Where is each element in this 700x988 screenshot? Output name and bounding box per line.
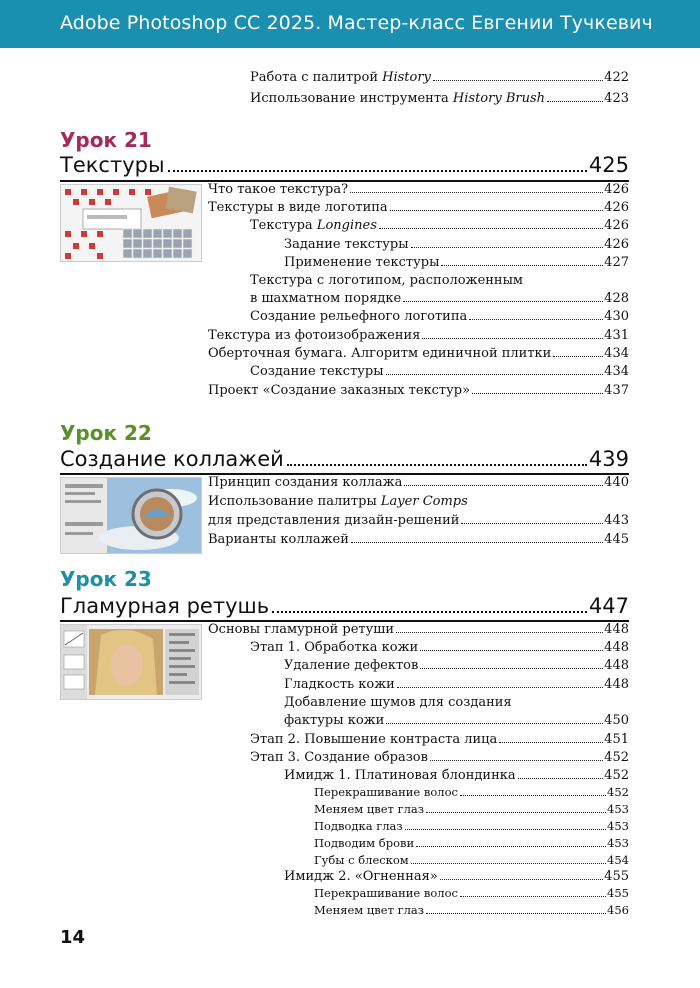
leader-dots [403, 301, 603, 302]
leader-dots [405, 829, 606, 830]
entry-title-part: Работа с палитрой [250, 70, 383, 85]
entry-page: 448 [604, 622, 629, 637]
toc-entry[interactable] [284, 657, 629, 674]
leader-dots [469, 319, 603, 320]
toc-entry[interactable] [250, 272, 629, 289]
entry-title-part: Проект «Создание заказных текстур» [208, 383, 471, 398]
entry-title [208, 474, 402, 491]
entry-title-part: Создание рельефного логотипа [250, 309, 468, 324]
entry-title-part: Этап 1. Обработка кожи [250, 640, 419, 655]
entry-title-part: Текстура из фотоизображения [208, 328, 421, 343]
entry-page: 453 [607, 802, 629, 816]
entry-page: 434 [604, 346, 629, 361]
entry-page: 453 [607, 836, 629, 850]
toc-entry[interactable] [314, 801, 629, 818]
toc-entry[interactable] [284, 236, 629, 253]
entry-title [208, 512, 459, 529]
entry-title-part: Применение текстуры [284, 255, 440, 270]
entry-page: 431 [604, 328, 629, 343]
entry-title-part: Меняем цвет глаз [314, 802, 425, 816]
leader-dots [441, 265, 603, 266]
entry-title-part: Основы гламурной ретуши [208, 622, 395, 637]
entry-title-part: Оберточная бумага. Алгоритм единичной плитки [208, 346, 552, 361]
entry-title-part: Текстуры в виде логотипа [208, 200, 388, 215]
entry-page: 427 [604, 255, 629, 270]
toc-entry[interactable] [250, 363, 629, 380]
entry-title-italic: History [382, 70, 431, 85]
entry-title [250, 217, 377, 234]
toc-entry[interactable] [314, 852, 629, 869]
entry-title [250, 69, 431, 86]
toc-entry[interactable] [284, 254, 629, 271]
entry-title [284, 868, 438, 885]
retouch-thumbnail [60, 624, 202, 700]
entry-title [314, 902, 424, 919]
chapter-22-title: Создание коллажей [60, 447, 284, 471]
toc-entry[interactable] [208, 512, 629, 529]
entry-page: 448 [604, 677, 629, 692]
leader-dots [518, 778, 604, 779]
entry-title [314, 818, 403, 835]
entry-page: 428 [604, 291, 629, 306]
lesson-22-label: Урок 22 [60, 421, 152, 445]
toc-entry[interactable] [250, 731, 629, 748]
lesson-23-label: Урок 23 [60, 567, 152, 591]
entry-page: 422 [604, 70, 629, 85]
toc-entry[interactable] [208, 327, 629, 344]
leader-dots [440, 879, 603, 880]
leader-dots [426, 913, 606, 914]
toc-entry[interactable] [208, 199, 629, 216]
leader-dots [422, 338, 603, 339]
leader-dots [351, 542, 603, 543]
leader-dots [379, 228, 603, 229]
entry-title-part: в шахматном порядке [250, 291, 402, 306]
toc-entry[interactable] [208, 621, 629, 638]
entry-title [284, 676, 395, 693]
chapter-23-page: 447 [588, 594, 629, 618]
entry-title-part: Принцип создания коллажа [208, 475, 403, 490]
book-title: Adobe Photoshop CC 2025. Мастер-класс Евгении Тучкевич [60, 12, 653, 34]
entry-title-part: Варианты коллажей [208, 532, 349, 547]
entry-page: 423 [604, 91, 629, 106]
entry-page: 426 [604, 200, 629, 215]
entry-title-italic: History Brush [452, 91, 545, 106]
entry-title [250, 363, 384, 380]
leader-dots [460, 795, 606, 796]
entry-page: 452 [604, 768, 629, 783]
entry-title-part: Перекрашивание волос [314, 785, 458, 799]
leader-dots [168, 170, 587, 172]
entry-title-part: Имидж 2. «Огненная» [284, 869, 438, 884]
entry-title [250, 90, 545, 107]
leader-dots [404, 485, 603, 486]
entry-title-part: Подводка глаз [314, 819, 403, 833]
leader-dots [396, 632, 603, 633]
toc-entry[interactable] [284, 712, 629, 729]
entry-title-part: Что такое текстура? [208, 182, 349, 197]
entry-title-part: Текстура с логотипом, расположенным [250, 273, 524, 288]
leader-dots [416, 846, 606, 847]
toc-entry[interactable] [250, 749, 629, 766]
entry-title-part: Задание текстуры [284, 237, 409, 252]
leader-dots [411, 863, 606, 864]
entry-title [250, 639, 418, 656]
leader-dots [350, 192, 603, 193]
entry-title [208, 493, 468, 510]
entry-page: 452 [607, 785, 629, 799]
entry-title [208, 345, 551, 362]
entry-title [208, 621, 394, 638]
leader-dots [287, 464, 587, 466]
toc-entry[interactable] [208, 181, 629, 198]
leader-dots [460, 896, 606, 897]
toc-entry[interactable] [284, 694, 629, 711]
chapter-22-page: 439 [588, 447, 629, 471]
entry-title-part: Имидж 1. Платиновая блондинка [284, 768, 516, 783]
leader-dots [386, 374, 604, 375]
entry-title-part: Использование палитры [208, 494, 381, 509]
page-number: 14 [60, 927, 86, 948]
chapter-23-title: Гламурная ретушь [60, 594, 270, 618]
entry-title [284, 767, 516, 784]
leader-dots [420, 650, 603, 651]
entry-title [314, 801, 424, 818]
entry-title [284, 236, 409, 253]
entry-page: 443 [604, 513, 629, 528]
entry-page: 453 [607, 819, 629, 833]
entry-page: 455 [607, 886, 629, 900]
toc-entry[interactable] [250, 308, 629, 325]
entry-title-part: Использование инструмента [250, 91, 453, 106]
entry-page: 430 [604, 309, 629, 324]
toc-entry[interactable] [208, 531, 629, 548]
toc-entry[interactable] [314, 818, 629, 835]
leader-dots [426, 812, 606, 813]
entry-title-part: Меняем цвет глаз [314, 903, 425, 917]
entry-page: 434 [604, 364, 629, 379]
entry-title-part: фактуры кожи [284, 713, 385, 728]
leader-dots [420, 668, 603, 669]
toc-entry[interactable] [250, 69, 629, 86]
entry-page: 450 [604, 713, 629, 728]
entry-title-part: Подводим брови [314, 836, 415, 850]
entry-title [314, 852, 409, 869]
chapter-21-row[interactable] [60, 153, 629, 177]
entry-title [208, 531, 349, 548]
entry-page: 440 [604, 475, 629, 490]
toc-entry[interactable] [250, 90, 629, 107]
chapter-23-row[interactable] [60, 594, 629, 618]
entry-title [314, 835, 414, 852]
toc-entry[interactable] [208, 345, 629, 362]
entry-title-part: Текстура [250, 218, 317, 233]
entry-title-part: для представления дизайн-решений [208, 513, 460, 528]
toc-entry[interactable] [284, 676, 629, 693]
entry-title [208, 382, 470, 399]
entry-title-part: Этап 3. Создание образов [250, 750, 428, 765]
leader-dots [472, 393, 603, 394]
chapter-22-row[interactable] [60, 447, 629, 471]
entry-page: 426 [604, 237, 629, 252]
collage-thumbnail [60, 477, 202, 554]
entry-page: 426 [604, 218, 629, 233]
entry-title [284, 657, 418, 674]
leader-dots [430, 760, 603, 761]
entry-title-part: Губы с блеском [314, 853, 409, 867]
toc-entry[interactable] [284, 767, 629, 784]
entry-page: 445 [604, 532, 629, 547]
entry-title-part: Добавление шумов для создания [284, 695, 512, 710]
leader-dots [547, 101, 603, 102]
entry-page: 448 [604, 658, 629, 673]
entry-title [250, 749, 428, 766]
toc-entry[interactable] [314, 902, 629, 919]
entry-title [284, 712, 384, 729]
entry-page: 454 [607, 853, 629, 867]
leader-dots [411, 247, 604, 248]
lesson-21-label: Урок 21 [60, 128, 152, 152]
toc-entry[interactable] [314, 784, 629, 801]
textures-thumbnail [60, 184, 202, 262]
page-header [0, 0, 700, 48]
entry-title-italic: Layer Comps [380, 494, 468, 509]
entry-title [250, 731, 497, 748]
chapter-21-page: 425 [588, 153, 629, 177]
entry-page: 448 [604, 640, 629, 655]
toc-entry[interactable] [314, 885, 629, 902]
entry-title [250, 290, 401, 307]
chapter-21-title: Текстуры [60, 153, 165, 177]
toc-entry[interactable] [208, 493, 629, 510]
leader-dots [397, 687, 603, 688]
entry-title [250, 308, 467, 325]
entry-page: 437 [604, 383, 629, 398]
entry-title [284, 694, 512, 711]
toc-entry[interactable] [250, 639, 629, 656]
entry-page: 451 [604, 732, 629, 747]
toc-entry[interactable] [314, 835, 629, 852]
entry-title [314, 885, 458, 902]
entry-title [284, 254, 439, 271]
toc-entry[interactable] [250, 217, 629, 234]
entry-title [250, 272, 523, 289]
entry-title-part: Создание текстуры [250, 364, 384, 379]
entry-title-part: Перекрашивание волос [314, 886, 458, 900]
leader-dots [386, 723, 603, 724]
entry-title-part: Гладкость кожи [284, 677, 395, 692]
entry-title-part: Удаление дефектов [284, 658, 419, 673]
entry-page: 426 [604, 182, 629, 197]
entry-title [314, 784, 458, 801]
leader-dots [433, 80, 603, 81]
toc-entry[interactable] [284, 868, 629, 885]
entry-page: 455 [604, 869, 629, 884]
entry-page: 452 [604, 750, 629, 765]
entry-page: 456 [607, 903, 629, 917]
toc-entry[interactable] [208, 382, 629, 399]
leader-dots [272, 611, 587, 613]
entry-title-part: Этап 2. Повышение контраста лица [250, 732, 498, 747]
leader-dots [499, 742, 603, 743]
entry-title-italic: Longines [316, 218, 377, 233]
entry-title [208, 327, 420, 344]
leader-dots [553, 356, 603, 357]
leader-dots [390, 210, 604, 211]
entry-title [208, 181, 348, 198]
toc-entry[interactable] [208, 474, 629, 491]
toc-entry[interactable] [250, 290, 629, 307]
entry-title [208, 199, 388, 216]
leader-dots [461, 523, 603, 524]
